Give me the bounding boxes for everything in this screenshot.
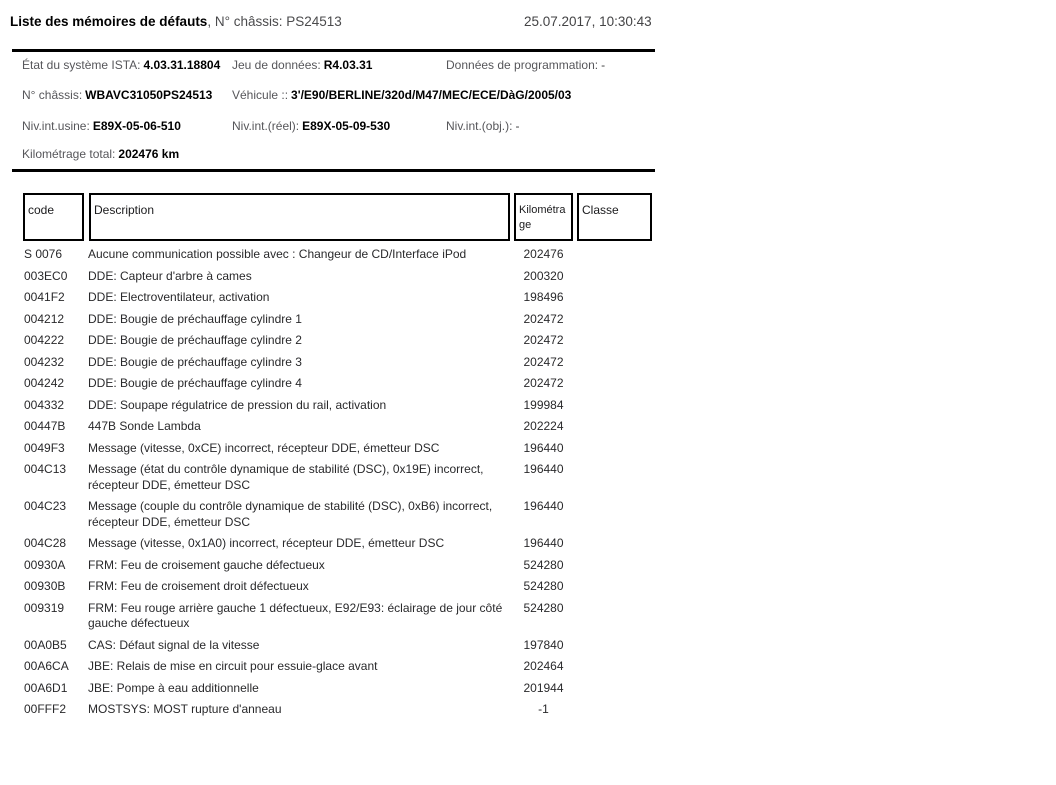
fault-description: DDE: Bougie de préchauffage cylindre 2: [88, 333, 302, 347]
report-title: Liste des mémoires de défauts: [10, 14, 208, 29]
info-field-value: 202476 km: [118, 147, 180, 161]
fault-code: 00A6D1: [24, 680, 68, 695]
fault-code: 004C23: [24, 499, 67, 513]
fault-kilometrage: 202472: [523, 354, 564, 369]
fault-description: Message (vitesse, 0xCE) incorrect, récepteur DDE, émetteur DSC: [88, 440, 440, 455]
fault-code: S 0076: [24, 247, 63, 261]
info-field: [232, 119, 390, 133]
fault-kilometrage: 524280: [523, 557, 564, 572]
fault-row: [0, 681, 680, 697]
fault-code: 00A0B5: [24, 637, 67, 652]
info-field-label: Niv.int.(réel):: [232, 119, 300, 133]
fault-description: JBE: Pompe à eau additionnelle: [88, 680, 259, 695]
fault-kilometrage: 199984: [523, 397, 564, 412]
info-field-value: -: [601, 58, 606, 72]
info-field-label: Niv.int.(obj.):: [446, 119, 513, 133]
fault-row: [0, 659, 680, 675]
fault-row: [0, 462, 680, 493]
fault-code: 0049F3: [24, 440, 65, 455]
info-grid: [0, 0, 700, 170]
fault-row: [0, 333, 680, 349]
info-field-value: -: [515, 119, 520, 133]
fault-code: 00A6CA: [24, 659, 69, 673]
fault-code: 004242: [24, 376, 65, 390]
fault-row: [0, 499, 680, 530]
column-header-description: Description: [89, 193, 510, 241]
fault-code: 00FFF2: [24, 702, 67, 716]
info-field-label: N° châssis:: [22, 88, 83, 102]
fault-row: [0, 312, 680, 328]
fault-row: [0, 441, 680, 457]
fault-code: 004212: [24, 311, 65, 326]
fault-kilometrage: 202472: [523, 333, 564, 347]
fault-table-body: [0, 247, 680, 724]
fault-kilometrage: 524280: [523, 600, 564, 615]
report-title-chassis: , N° châssis: PS24513: [207, 14, 342, 29]
fault-kilometrage: 196440: [523, 499, 564, 513]
column-header-code: code: [23, 193, 84, 241]
fault-description: DDE: Capteur d'arbre à cames: [88, 268, 252, 283]
fault-row: [0, 558, 680, 574]
fault-description: DDE: Bougie de préchauffage cylindre 3: [88, 354, 302, 369]
info-field-label: Niv.int.usine:: [22, 119, 90, 133]
fault-description: DDE: Bougie de préchauffage cylindre 1: [88, 311, 302, 326]
fault-kilometrage: 202472: [523, 311, 564, 326]
info-field-value: 3'/E90/BERLINE/320d/M47/MEC/ECE/DàG/2005/03: [291, 88, 572, 102]
fault-row: [0, 376, 680, 392]
fault-row: [0, 355, 680, 371]
info-field-value: 4.03.31.18804: [143, 58, 221, 72]
fault-row: [0, 419, 680, 435]
fault-description: FRM: Feu rouge arrière gauche 1 défectueux, E92/E93: éclairage de jour côté gauche défectueux: [88, 600, 503, 630]
fault-row: [0, 269, 680, 285]
fault-code: 00930A: [24, 557, 66, 572]
fault-code: 009319: [24, 600, 65, 615]
info-field: [446, 119, 519, 133]
fault-description: DDE: Soupape régulatrice de pression du rail, activation: [88, 397, 387, 412]
info-field: [232, 88, 571, 102]
fault-kilometrage: 197840: [523, 637, 564, 652]
fault-kilometrage: 198496: [523, 290, 564, 304]
fault-row: [0, 290, 680, 306]
info-field-label: Données de programmation:: [446, 58, 599, 72]
info-field-value: WBAVC31050PS24513: [85, 88, 213, 102]
fault-description: FRM: Feu de croisement droit défectueux: [88, 579, 309, 593]
info-field-label: Kilométrage total:: [22, 147, 116, 161]
fault-kilometrage: 201944: [523, 680, 564, 695]
column-header-kilometrage: Kilométrage: [514, 193, 573, 241]
fault-kilometrage: 196440: [523, 440, 564, 455]
fault-row: [0, 398, 680, 414]
fault-description: Message (couple du contrôle dynamique de stabilité (DSC), 0xB6) incorrect, récepteur DDE, émetteur DSC: [88, 499, 493, 529]
fault-kilometrage: 196440: [523, 462, 564, 476]
fault-code: 0041F2: [24, 290, 65, 304]
fault-description: CAS: Défaut signal de la vitesse: [88, 637, 260, 652]
fault-code: 004C13: [24, 462, 67, 476]
info-field: [22, 88, 212, 102]
fault-description: Message (vitesse, 0x1A0) incorrect, récepteur DDE, émetteur DSC: [88, 536, 445, 550]
fault-row: [0, 579, 680, 595]
fault-code: 004232: [24, 354, 65, 369]
fault-code: 00930B: [24, 579, 66, 593]
fault-kilometrage: 202476: [523, 247, 564, 261]
info-field: [22, 147, 179, 161]
info-field-value: E89X-05-09-530: [302, 119, 391, 133]
fault-description: Message (état du contrôle dynamique de stabilité (DSC), 0x19E) incorrect, récepteur DDE, émetteur DSC: [88, 462, 484, 492]
fault-row: [0, 247, 680, 263]
fault-description: 447B Sonde Lambda: [88, 419, 201, 433]
fault-kilometrage: 196440: [523, 536, 564, 550]
column-header-classe: Classe: [577, 193, 652, 241]
fault-code: 004C28: [24, 536, 67, 550]
fault-row: [0, 702, 680, 718]
info-field-label: État du système ISTA:: [22, 58, 141, 72]
fault-description: DDE: Bougie de préchauffage cylindre 4: [88, 376, 302, 390]
info-field-label: Jeu de données:: [232, 58, 321, 72]
fault-description: FRM: Feu de croisement gauche défectueux: [88, 557, 325, 572]
info-field: [446, 58, 605, 72]
fault-row: [0, 601, 680, 632]
fault-description: Aucune communication possible avec : Changeur de CD/Interface iPod: [88, 247, 467, 261]
fault-code: 004332: [24, 397, 65, 412]
divider-bottom: [12, 169, 655, 172]
info-field-label: Véhicule ::: [232, 88, 289, 102]
fault-description: DDE: Electroventilateur, activation: [88, 290, 270, 304]
fault-code: 00447B: [24, 419, 66, 433]
fault-code: 003EC0: [24, 268, 68, 283]
fault-description: MOSTSYS: MOST rupture d'anneau: [88, 702, 282, 716]
fault-code: 004222: [24, 333, 65, 347]
fault-description: JBE: Relais de mise en circuit pour essuie-glace avant: [88, 659, 378, 673]
fault-kilometrage: 200320: [523, 268, 564, 283]
info-field-value: R4.03.31: [323, 58, 373, 72]
info-field-value: E89X-05-06-510: [92, 119, 181, 133]
report-datetime: 25.07.2017, 10:30:43: [524, 14, 652, 29]
fault-kilometrage: -1: [538, 702, 549, 716]
fault-kilometrage: 202464: [523, 659, 564, 673]
fault-row: [0, 536, 680, 552]
info-field: [22, 119, 181, 133]
fault-kilometrage: 202224: [523, 419, 564, 433]
fault-kilometrage: 524280: [523, 579, 564, 593]
fault-row: [0, 638, 680, 654]
info-field: [232, 58, 372, 72]
fault-kilometrage: 202472: [523, 376, 564, 390]
info-field: [22, 58, 220, 72]
